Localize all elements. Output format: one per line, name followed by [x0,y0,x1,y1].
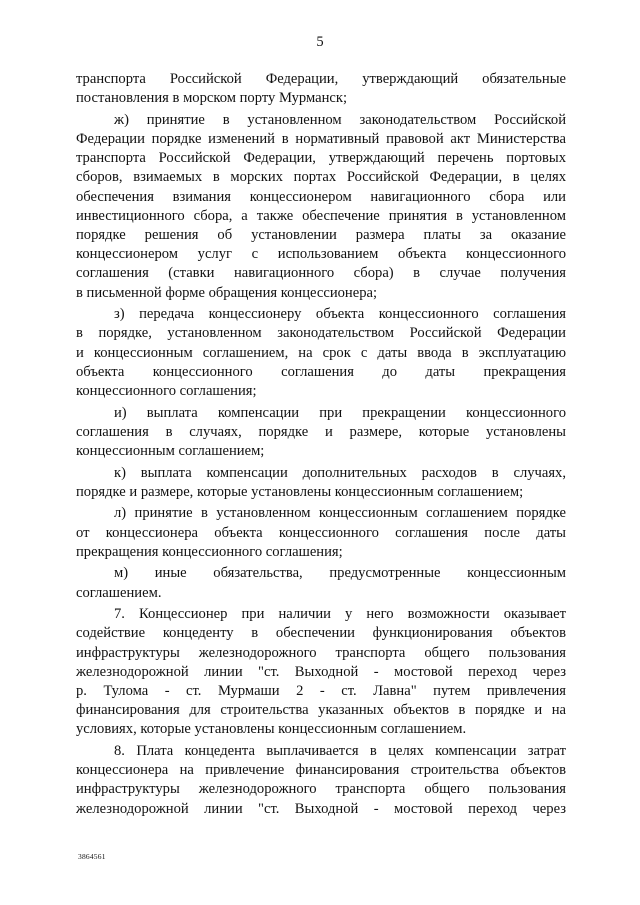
text-line: концессионера на привлечение финансирования строительства объектов [76,762,566,779]
text-line: соглашения в случаях, порядке и размере, которые установлены [76,423,566,440]
text-line: соглашения (ставки навигационного сбора) в случае получения [76,265,566,282]
text-line: финансирования для строительства указанных объектов в порядке и на [76,702,566,719]
text-line: з) передача концессионеру объекта концессионного соглашения [114,306,566,323]
text-line: от концессионера объекта концессионного соглашения после даты [76,524,566,541]
paragraph-clause-7 [76,605,566,739]
text-line: содействие концеденту в обеспечении функционирования объектов [76,625,566,642]
text-line: объекта концессионного соглашения до даты прекращения [76,363,566,380]
text-line: 8. Плата концедента выплачивается в целях компенсации затрат [114,743,566,760]
text-line: прекращения концессионного соглашения; [76,543,343,560]
page-number: 5 [316,34,324,50]
text-line: постановления в морском порту Мурманск; [76,90,347,107]
text-line: концессионного соглашения; [76,383,257,400]
text-line: инвестиционного сбора, а также обеспечение принятия в установленном [76,207,566,224]
text-line: в порядке, установленном законодательством Российской Федерации [76,325,566,342]
paragraph-item-m [76,564,566,602]
text-line: м) иные обязательства, предусмотренные концессионным [114,565,566,582]
text-line: Федерации порядке изменений в нормативный правовой акт Министерства [76,131,566,147]
text-line: соглашением. [76,584,162,601]
text-line: в письменной форме обращения концессионера; [76,284,378,301]
text-line: ж) принятие в установленном законодательством Российской [114,111,566,128]
text-line: и) выплата компенсации при прекращении концессионного [114,404,566,421]
text-line: транспорта Российской Федерации, утверждающий перечень портовых [76,150,566,167]
document-body [76,70,566,821]
text-line: р. Тулома - ст. Мурмаши 2 - ст. Лавна" путем привлечения [76,683,566,700]
document-id: 3864561 [78,852,106,861]
text-line: 7. Концессионер при наличии у него возможности оказывает [114,606,566,623]
paragraph-item-i [76,404,566,462]
paragraph-continuation [76,70,566,108]
text-line: и концессионным соглашением, на срок с даты ввода в эксплуатацию [76,344,566,361]
text-line: порядке и размере, которые установлены концессионным соглашением; [76,483,524,500]
text-line: сборов, взимаемых в морских портах Российской Федерации, в целях [76,169,566,186]
paragraph-item-zh [76,111,566,303]
paragraph-item-z [76,305,566,401]
text-line: железнодорожной линии "ст. Выходной - мостовой переход через [76,800,566,817]
paragraph-item-k [76,464,566,502]
text-line: инфраструктуры железнодорожного транспорта общего пользования [76,644,566,661]
paragraph-clause-8 [76,742,566,819]
text-line: инфраструктуры железнодорожного транспорта общего пользования [76,781,566,798]
text-line: л) принятие в установленном концессионным соглашением порядке [114,505,566,522]
text-line: к) выплата компенсации дополнительных расходов в случаях, [114,464,566,481]
text-line: обеспечения взимания концессионером навигационного сбора или [76,188,566,205]
text-line: порядке решения об установлении размера платы за оказание [76,227,566,244]
text-line: железнодорожной линии "ст. Выходной - мостовой переход через [76,663,566,680]
text-line: транспорта Российской Федерации, утверждающий обязательные [76,71,566,87]
text-line: концессионным соглашением; [76,443,265,460]
paragraph-item-l [76,504,566,562]
text-line: условиях, которые установлены концессионным соглашением. [76,721,467,738]
text-line: концессионером услуг с использованием объекта концессионного [76,246,566,263]
